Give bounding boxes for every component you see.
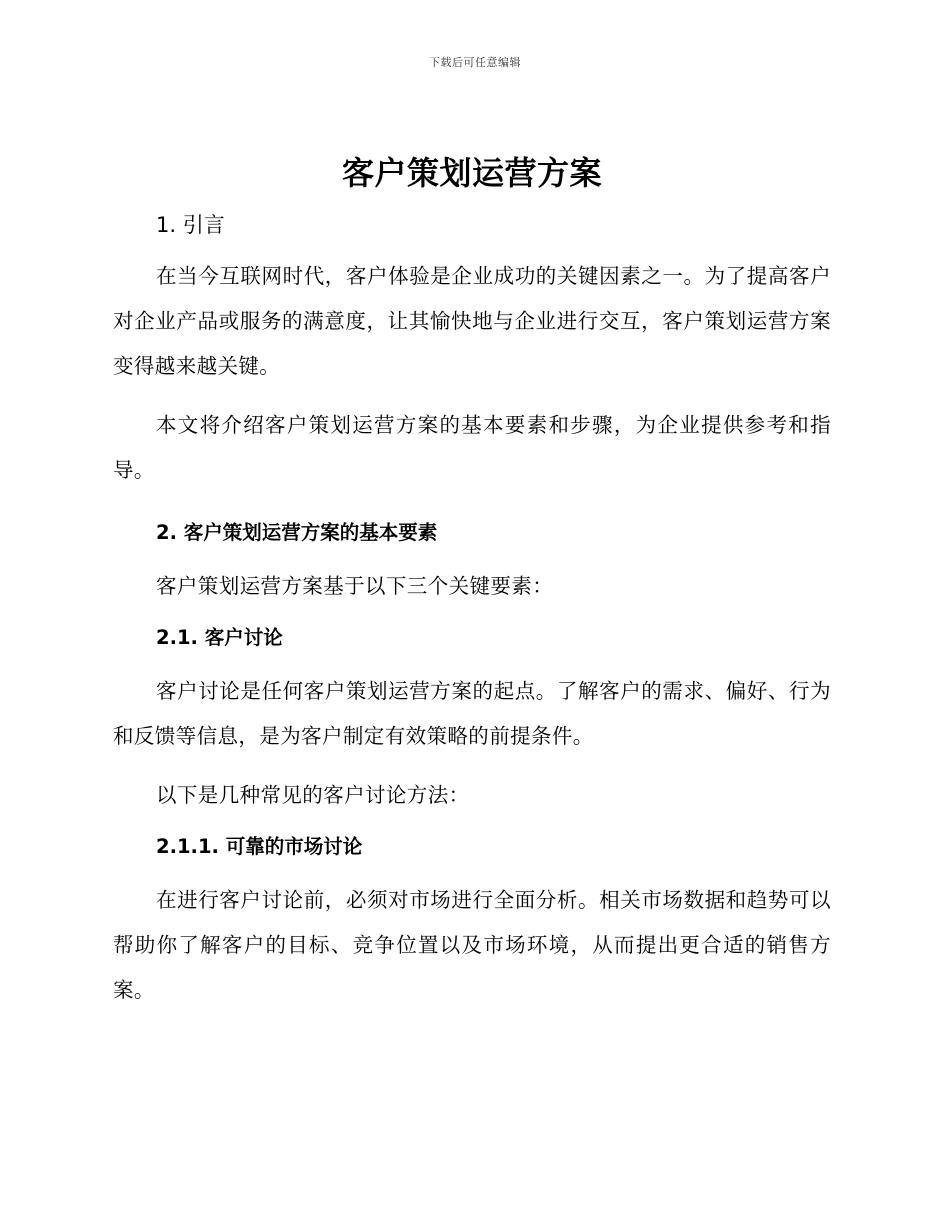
- paragraph: 本文将介绍客户策划运营方案的基本要素和步骤，为企业提供参考和指导。: [113, 413, 831, 482]
- subsection-heading-customer-discussion: 2.1. 客户讨论: [156, 626, 283, 649]
- paragraph: 客户讨论是任何客户策划运营方案的起点。了解客户的需求、偏好、行为和反馈等信息，是为客户制定有效策略的前提条件。: [113, 679, 831, 748]
- section-heading-intro: 1. 引言: [156, 213, 225, 237]
- document-body: [113, 150, 831, 1013]
- section-heading-elements: 2. 客户策划运营方案的基本要素: [156, 521, 438, 544]
- paragraph: 在当今互联网时代，客户体验是企业成功的关键因素之一。为了提高客户对企业产品或服务的满意度，让其愉快地与企业进行交互，客户策划运营方案变得越来越关键。: [113, 264, 831, 378]
- subsection-heading-market-discussion: 2.1.1. 可靠的市场讨论: [156, 835, 363, 858]
- paragraph: 在进行客户讨论前，必须对市场进行全面分析。相关市场数据和趋势可以帮助你了解客户的目标、竞争位置以及市场环境，从而提出更合适的销售方案。: [113, 888, 831, 1002]
- header-note: 下载后可任意编辑: [429, 56, 521, 69]
- paragraph: 客户策划运营方案基于以下三个关键要素：: [156, 574, 554, 598]
- document-title: 客户策划运营方案: [341, 154, 602, 192]
- paragraph: 以下是几种常见的客户讨论方法：: [156, 783, 470, 807]
